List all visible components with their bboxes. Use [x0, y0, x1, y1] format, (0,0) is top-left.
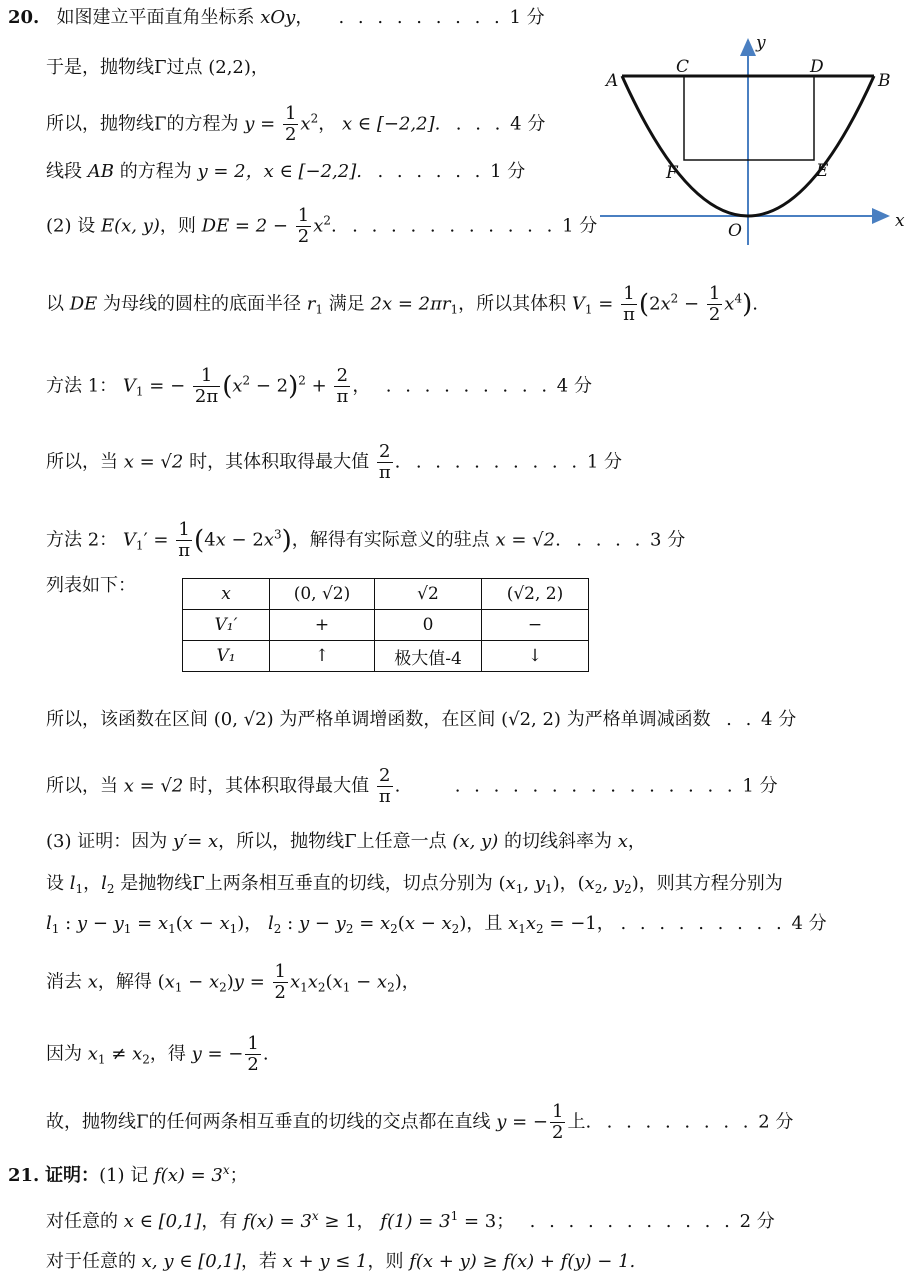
text: ，得 — [149, 1043, 186, 1065]
score: 4 分 — [556, 375, 592, 397]
cylinder-volume-line: 以 DE 为母线的圆柱的底面半径 $r_1$ 满足 $2x = 2\pi r_1$，所以其体积 $V_1$ = $\frac{1}{\pi}$ ($2x^2$ − $\frac{1}{2}$ $x^4$). — [46, 283, 758, 325]
score: 4 分 — [791, 913, 827, 934]
fraction: $\frac{2}{\pi}$ — [378, 441, 391, 483]
q20-setup-var: xOy — [260, 7, 296, 28]
formula: f(x + y) ≥ f(x) + f(y) − 1. — [409, 1251, 636, 1272]
table-cell: ↑ — [270, 641, 375, 672]
fraction: $\frac{1}{2}$ — [552, 1101, 564, 1143]
score: 1 分 — [490, 161, 526, 182]
label-c: C — [676, 57, 690, 77]
formula: x = √2 — [123, 775, 184, 797]
tangent-setup-line: 设 $l_1$，$l_2$ 是抛物线Γ上两条相互垂直的切线，切点分别为 ($x_1$, $y_1$)，($x_2$, $y_2$)，则其方程分别为 — [46, 873, 783, 896]
q21-line3 — [46, 1250, 635, 1274]
dot-leader: . . . . — [566, 529, 645, 551]
parabola-point-line — [46, 56, 269, 80]
text: ，则 — [367, 1251, 404, 1272]
dot-leader: . . . . . . . . . — [620, 913, 786, 934]
fraction: $\frac{1}{2}$ — [274, 961, 286, 1003]
score: 1 分 — [742, 775, 778, 797]
text: 为严格单调减函数 — [566, 709, 711, 730]
q20-header-line — [8, 6, 545, 30]
part2-line: (2) 设 E(x, y)，则 DE = 2 − $\frac{1}{2}$ $x^2$. . . . . . . . . . . . 1 分 — [46, 205, 598, 247]
table-cell: 0 — [375, 610, 482, 641]
text: 设 — [46, 873, 64, 894]
label-b: B — [878, 71, 891, 91]
fraction: $\frac{1}{2}$ — [284, 103, 297, 145]
text: 是抛物线Γ上两条相互垂直的切线，切点分别为 — [120, 873, 493, 894]
label-y: y — [756, 33, 766, 53]
fraction: $\frac{1}{2\pi}$ — [194, 365, 219, 407]
text: 证明： — [45, 1165, 100, 1186]
label-d: D — [810, 57, 824, 77]
formula: y = — [244, 113, 276, 135]
text: 为母线的圆柱的底面半径 — [103, 293, 302, 315]
text: ，解得 — [97, 971, 152, 993]
score: 4 分 — [761, 709, 797, 730]
table-cell: V₁ — [183, 641, 270, 672]
dot-leader: . . . . . . . . . . . — [342, 215, 557, 237]
formula: x — [300, 113, 311, 135]
formula: x — [617, 831, 628, 852]
label-o: O — [728, 221, 742, 241]
formula: (x, y) — [452, 831, 499, 852]
text: 所以，当 — [46, 451, 118, 473]
formula: x = √2 — [495, 529, 556, 551]
text: 于是，抛物线Γ过点 — [46, 57, 203, 78]
comma: ， — [250, 57, 269, 78]
dot-leader: . . . . . . . . . . . — [519, 1211, 734, 1232]
q21-line2: 对任意的 x ∈ [0,1]，有 $f(x) = 3^x \ge 1$， $f(1) = 3^1 = 3$； . . . . . . . . . . . 2 分 — [46, 1209, 775, 1232]
table-cell: (0, √2) — [270, 579, 375, 610]
formula: f(1) = 3 — [380, 1211, 451, 1232]
table-cell: √2 — [375, 579, 482, 610]
dot-leader: . . . . . . . . . . . . . . . — [406, 775, 737, 797]
text: ≥ 1， — [324, 1211, 375, 1232]
dot-leader: . . . — [446, 113, 505, 135]
text: 以 — [46, 293, 64, 315]
text: ，所以，抛物线Γ上任意一点 — [218, 831, 447, 852]
table-cell: 极大值-4 — [375, 641, 482, 672]
max-value-line: 所以，当 x = √2 时，其体积取得最大值 $\frac{2}{\pi}$ . . . . . . . . . . . . . . . . 1 分 — [46, 765, 778, 807]
text: 时，其体积取得最大值 — [189, 775, 370, 797]
part3-line — [46, 830, 646, 854]
text: 满足 — [328, 293, 365, 315]
text: 上. — [567, 1111, 592, 1133]
score: 3 分 — [650, 529, 686, 551]
text: 对于任意的 — [46, 1251, 136, 1272]
score: 2 分 — [758, 1111, 794, 1133]
table-cell: V₁′ — [183, 610, 270, 641]
monotonic-line — [46, 708, 796, 732]
dot-leader: . . — [716, 709, 756, 730]
interval: (√2, 2) — [501, 709, 561, 730]
label-e: E — [816, 161, 829, 181]
label: 方法 2： — [46, 529, 118, 551]
comma: ， — [627, 831, 646, 852]
q21-number: 21. — [8, 1165, 40, 1186]
exponent: 2 — [310, 111, 319, 126]
table-row — [183, 641, 589, 672]
score: 1 分 — [562, 215, 598, 237]
text: ； — [229, 1165, 248, 1186]
formula: DE — [69, 293, 98, 315]
formula: x, y ∈ [0,1] — [141, 1251, 241, 1272]
interval: x ∈ [−2,2]. — [341, 113, 441, 135]
fraction: $\frac{1}{\pi}$ — [623, 283, 635, 325]
since-line: 因为 $x_1 \ne x_2$，得 y = − $\frac{1}{2}$ . — [46, 1033, 269, 1075]
dot-leader: . . . . . . . . . — [319, 7, 504, 28]
fraction: $\frac{1}{\pi}$ — [178, 519, 191, 561]
label-x: x — [895, 211, 905, 231]
formula: y = 2，x ∈ [−2,2]. — [197, 161, 362, 182]
text: 时，其体积取得最大值 — [189, 451, 370, 473]
formula: 2x = 2πr — [370, 293, 451, 315]
label: 方法 1： — [46, 375, 118, 397]
q20-number: 20. — [8, 7, 40, 28]
table-cell: (√2, 2) — [482, 579, 589, 610]
conclusion-line: 故，抛物线Γ的任何两条相互垂直的切线的交点都在直线 y = − $\frac{1}{2}$ 上. . . . . . . . . 2 分 — [46, 1101, 794, 1143]
text: 所以，该函数在区间 — [46, 709, 208, 730]
text: 对任意的 — [46, 1211, 118, 1232]
formula: y′= x — [172, 831, 219, 852]
text: 所以，当 — [46, 775, 118, 797]
text: 线段 — [46, 161, 82, 182]
text: (3) 证明：因为 — [46, 831, 168, 852]
score: 1 分 — [509, 7, 545, 28]
text: ，有 — [201, 1211, 238, 1232]
dot-leader: . . . . . . . . . — [376, 375, 552, 397]
label-a: A — [606, 71, 619, 91]
parabola-equation-line: 所以，抛物线Γ的方程为 y = $\frac{1}{2}$ $x^2$， x ∈ [−2,2]. . . . 4 分 — [46, 103, 546, 145]
q21-header-line: 21. 证明：(1) 记 $f(x) = 3^x$； — [8, 1163, 248, 1186]
fraction: $\frac{1}{2}$ — [247, 1033, 259, 1075]
fraction: $\frac{1}{2}$ — [297, 205, 310, 247]
fraction: $\frac{2}{\pi}$ — [336, 365, 349, 407]
table-label: 列表如下： — [46, 575, 136, 596]
text: ，若 — [240, 1251, 277, 1272]
table-cell: + — [270, 610, 375, 641]
q20-setup: 如图建立平面直角坐标系 — [56, 7, 255, 28]
table-row — [183, 579, 589, 610]
fraction: $\frac{1}{2}$ — [708, 283, 721, 325]
formula: x — [87, 971, 98, 993]
segment-name: AB — [87, 161, 114, 182]
interval: (0, √2) — [213, 709, 274, 730]
formula: f(x) = 3 — [243, 1211, 312, 1232]
text: (1) 记 — [99, 1165, 149, 1186]
formula: x = √2 — [123, 451, 184, 473]
method1-line: 方法 1： $V_1$ = − $\frac{1}{2\pi}$ $(x^2 - 2)^2$ + $\frac{2}{\pi}$ ， . . . . . . . . . 4 分 — [46, 365, 592, 407]
method2-line: 方法 2： $V_1'$ = $\frac{1}{\pi}$ $(4x - 2x^3)$，解得有实际意义的驻点 x = √2. . . . . 3 分 — [46, 519, 686, 561]
text: 为严格单调增函数，在区间 — [279, 709, 496, 730]
text: 消去 — [46, 971, 82, 993]
text: = 3； — [463, 1211, 515, 1232]
score: 4 分 — [510, 113, 546, 135]
comma: ， — [295, 7, 314, 28]
tangent-equations-line: $l_1$ : $y - y_1 = x_1(x - x_1)$， $l_2$ : $y - y_2 = x_2(x - x_2)$，且 $x_1x_2 = -1$， . . . . . . . . . 4 分 — [46, 913, 827, 936]
dot-leader: . . . . . . . . — [596, 1111, 753, 1133]
variation-table — [182, 578, 589, 672]
table-cell: ↓ — [482, 641, 589, 672]
formula: x + y ≤ 1 — [282, 1251, 368, 1272]
formula: r — [306, 293, 316, 315]
text: 的方程为 — [119, 161, 192, 182]
table-row — [183, 610, 589, 641]
point: (2,2) — [208, 57, 251, 78]
text: ，解得有实际意义的驻点 — [291, 529, 490, 551]
fraction: $\frac{2}{\pi}$ — [378, 765, 391, 807]
text: 因为 — [46, 1043, 82, 1065]
text: ，则其方程分别为 — [638, 873, 783, 894]
formula: x ∈ [0,1] — [123, 1211, 202, 1232]
score: 1 分 — [586, 451, 623, 473]
text: 所以，抛物线Γ的方程为 — [46, 113, 239, 135]
text: ，所以其体积 — [458, 293, 567, 315]
label-f: F — [666, 163, 678, 183]
formula: f(x) = 3 — [154, 1165, 223, 1186]
score: 2 分 — [739, 1211, 775, 1232]
formula: E(x, y) — [100, 215, 160, 237]
formula: DE = 2 − — [201, 215, 288, 237]
table-cell: x — [183, 579, 270, 610]
text: ，则 — [159, 215, 196, 237]
table-cell: − — [482, 610, 589, 641]
dot-leader: . . . . . . . . . — [406, 451, 582, 473]
text: ，且 — [466, 913, 503, 934]
text: (2) 设 — [46, 215, 96, 237]
eliminate-line: 消去 x，解得 $(x_1 - x_2)y$ = $\frac{1}{2}$ $x_1x_2(x_1 - x_2)$， — [46, 961, 420, 1003]
text: 故，抛物线Γ的任何两条相互垂直的切线的交点都在直线 — [46, 1111, 491, 1133]
parabola-figure — [600, 30, 910, 250]
max-value-line: 所以，当 x = √2 时，其体积取得最大值 $\frac{2}{\pi}$ . . . . . . . . . . 1 分 — [46, 441, 623, 483]
text: 的切线斜率为 — [503, 831, 612, 852]
segment-ab-line — [46, 160, 525, 184]
dot-leader: . . . . . . — [367, 161, 485, 182]
